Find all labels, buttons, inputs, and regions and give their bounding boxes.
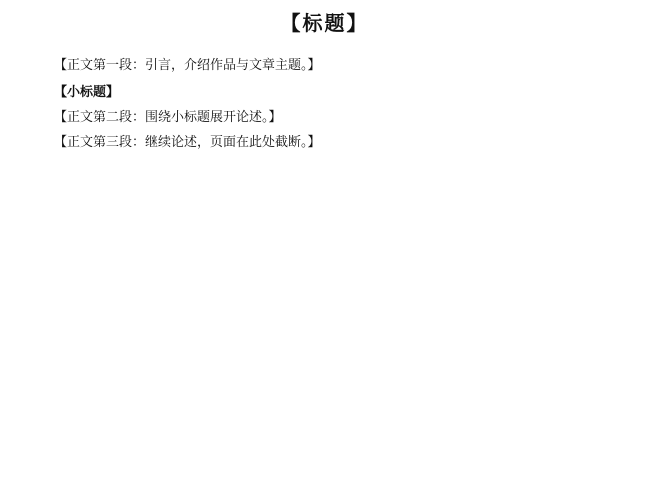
section-heading: 【小标题】 xyxy=(54,85,120,100)
body-paragraph-3: 【正文第三段：继续论述，页面在此处截断。】 xyxy=(54,135,321,150)
body-paragraph-2: 【正文第二段：围绕小标题展开论述。】 xyxy=(54,110,282,125)
document-title: 【标题】 xyxy=(280,11,369,35)
body-paragraph-1: 【正文第一段：引言，介绍作品与文章主题。】 xyxy=(54,58,321,73)
document-body xyxy=(28,56,621,152)
